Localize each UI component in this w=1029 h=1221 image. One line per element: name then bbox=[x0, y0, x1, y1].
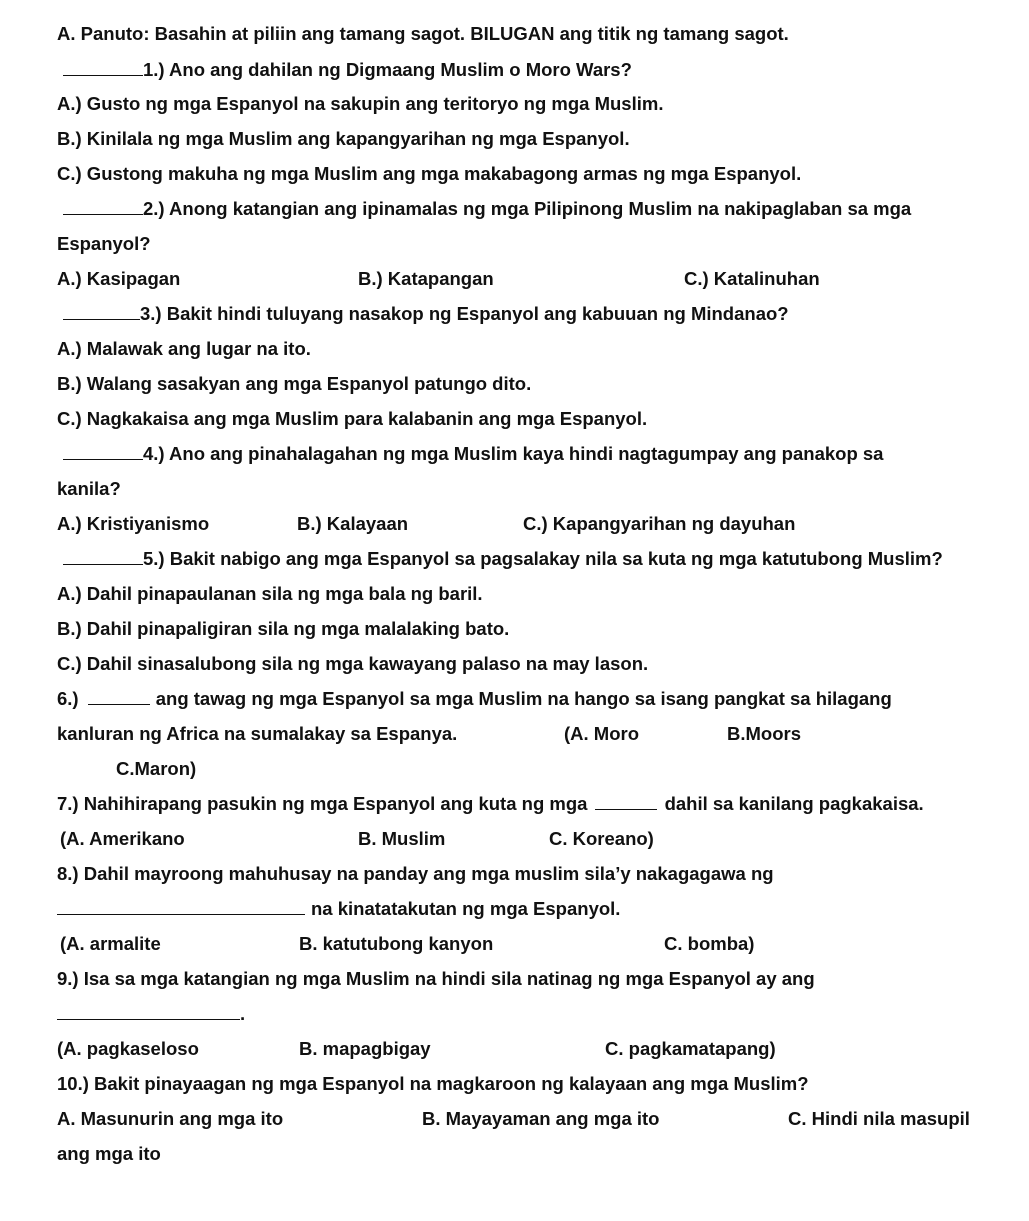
question-stem: 4.) Ano ang pinahalagahan ng mga Muslim kaya hindi nagtagumpay ang panakop sa bbox=[143, 443, 884, 464]
choice-a[interactable]: A.) Gusto ng mga Espanyol na sakupin ang teritoryo ng mga Muslim. bbox=[57, 93, 664, 114]
question-stem: 2.) Anong katangian ang ipinamalas ng mga Pilipinong Muslim na nakipaglaban sa mga bbox=[143, 198, 912, 219]
choice-c[interactable]: C. bomba) bbox=[664, 933, 755, 954]
question-9-line2 bbox=[57, 1002, 245, 1026]
question-stem: 3.) Bakit hindi tuluyang nasakop ng Espanyol ang kabuuan ng Mindanao? bbox=[140, 303, 789, 324]
question-1 bbox=[63, 58, 632, 82]
question-number: 6.) bbox=[57, 688, 79, 709]
choice-b[interactable]: B. katutubong kanyon bbox=[299, 933, 494, 954]
choice-b[interactable]: B.) Kinilala ng mga Muslim ang kapangyarihan ng mga Espanyol. bbox=[57, 128, 630, 149]
choice-b[interactable]: B.) Katapangan bbox=[358, 268, 494, 289]
question-10: 10.) Bakit pinayaagan ng mga Espanyol na magkaroon ng kalayaan ang mga Muslim? bbox=[57, 1073, 809, 1094]
answer-blank[interactable] bbox=[57, 1004, 240, 1020]
choice-c[interactable]: C.Maron) bbox=[116, 758, 197, 779]
choice-a[interactable]: (A. Moro bbox=[564, 723, 640, 744]
question-9: 9.) Isa sa mga katangian ng mga Muslim na hindi sila natinag ng mga Espanyol ay ang bbox=[57, 968, 815, 989]
answer-blank[interactable] bbox=[595, 794, 657, 810]
choice-c[interactable]: C.) Gustong makuha ng mga Muslim ang mga makabagong armas ng mga Espanyol. bbox=[57, 163, 802, 184]
answer-blank[interactable] bbox=[63, 199, 143, 215]
choice-b[interactable]: B.) Dahil pinapaligiran sila ng mga malalaking bato. bbox=[57, 618, 510, 639]
choice-a[interactable]: (A. pagkaseloso bbox=[57, 1038, 199, 1059]
choice-b[interactable]: B. mapagbigay bbox=[299, 1038, 431, 1059]
choice-a[interactable]: A.) Dahil pinapaulanan sila ng mga bala ng baril. bbox=[57, 583, 483, 604]
question-8-line2 bbox=[57, 897, 620, 921]
question-stem-cont: Espanyol? bbox=[57, 233, 151, 254]
question-4 bbox=[63, 442, 883, 466]
choice-c[interactable]: C.) Kapangyarihan ng dayuhan bbox=[523, 513, 796, 534]
choice-a[interactable]: A. Masunurin ang mga ito bbox=[57, 1108, 284, 1129]
answer-blank[interactable] bbox=[88, 689, 150, 705]
choice-c[interactable]: C. pagkamatapang) bbox=[605, 1038, 776, 1059]
question-6 bbox=[57, 687, 892, 711]
question-3 bbox=[63, 302, 789, 326]
question-stem: 1.) Ano ang dahilan ng Digmaang Muslim o Moro Wars? bbox=[143, 59, 632, 80]
question-8: 8.) Dahil mayroong mahuhusay na panday ang mga muslim sila’y nakagagawa ng bbox=[57, 863, 774, 884]
choice-a[interactable]: (A. Amerikano bbox=[60, 828, 185, 849]
question-stem-cont: . bbox=[240, 1003, 246, 1024]
question-stem: 5.) Bakit nabigo ang mga Espanyol sa pagsalakay nila sa kuta ng mga katutubong Muslim? bbox=[143, 548, 943, 569]
choice-a[interactable]: A.) Kristiyanismo bbox=[57, 513, 210, 534]
choice-c-cont: ang mga ito bbox=[57, 1143, 161, 1164]
question-7 bbox=[57, 792, 924, 816]
choice-c[interactable]: C.) Nagkakaisa ang mga Muslim para kalabanin ang mga Espanyol. bbox=[57, 408, 648, 429]
choice-a[interactable]: A.) Kasipagan bbox=[57, 268, 181, 289]
question-stem-cont: na kinatatakutan ng mga Espanyol. bbox=[311, 898, 621, 919]
answer-blank[interactable] bbox=[63, 60, 143, 76]
answer-blank[interactable] bbox=[63, 549, 143, 565]
choice-c[interactable]: C.) Katalinuhan bbox=[684, 268, 820, 289]
answer-blank[interactable] bbox=[63, 444, 143, 460]
question-stem: 7.) Nahihirapang pasukin ng mga Espanyol ang kuta ng mga bbox=[57, 793, 588, 814]
choice-b[interactable]: B.) Kalayaan bbox=[297, 513, 409, 534]
question-stem: ang tawag ng mga Espanyol sa mga Muslim na hango sa isang pangkat sa hilagang bbox=[155, 688, 892, 709]
question-2 bbox=[63, 197, 911, 221]
answer-blank[interactable] bbox=[63, 304, 140, 320]
choice-b[interactable]: B.Moors bbox=[727, 723, 801, 744]
choice-a[interactable]: A.) Malawak ang lugar na ito. bbox=[57, 338, 311, 359]
question-stem-cont: kanluran ng Africa na sumalakay sa Espanya. bbox=[57, 723, 458, 744]
question-stem-cont: kanila? bbox=[57, 478, 121, 499]
choice-a[interactable]: (A. armalite bbox=[60, 933, 161, 954]
choice-c[interactable]: C.) Dahil sinasalubong sila ng mga kawayang palaso na may lason. bbox=[57, 653, 649, 674]
choice-c[interactable]: C. Koreano) bbox=[549, 828, 654, 849]
choice-b[interactable]: B.) Walang sasakyan ang mga Espanyol patungo dito. bbox=[57, 373, 532, 394]
choice-b[interactable]: B. Muslim bbox=[358, 828, 446, 849]
choice-b[interactable]: B. Mayayaman ang mga ito bbox=[422, 1108, 660, 1129]
choice-c[interactable]: C. Hindi nila masupil bbox=[788, 1108, 970, 1129]
instructions: A. Panuto: Basahin at piliin ang tamang sagot. BILUGAN ang titik ng tamang sagot. bbox=[57, 23, 789, 44]
question-stem-after: dahil sa kanilang pagkakaisa. bbox=[664, 793, 924, 814]
answer-blank[interactable] bbox=[57, 899, 305, 915]
question-5 bbox=[63, 547, 943, 571]
